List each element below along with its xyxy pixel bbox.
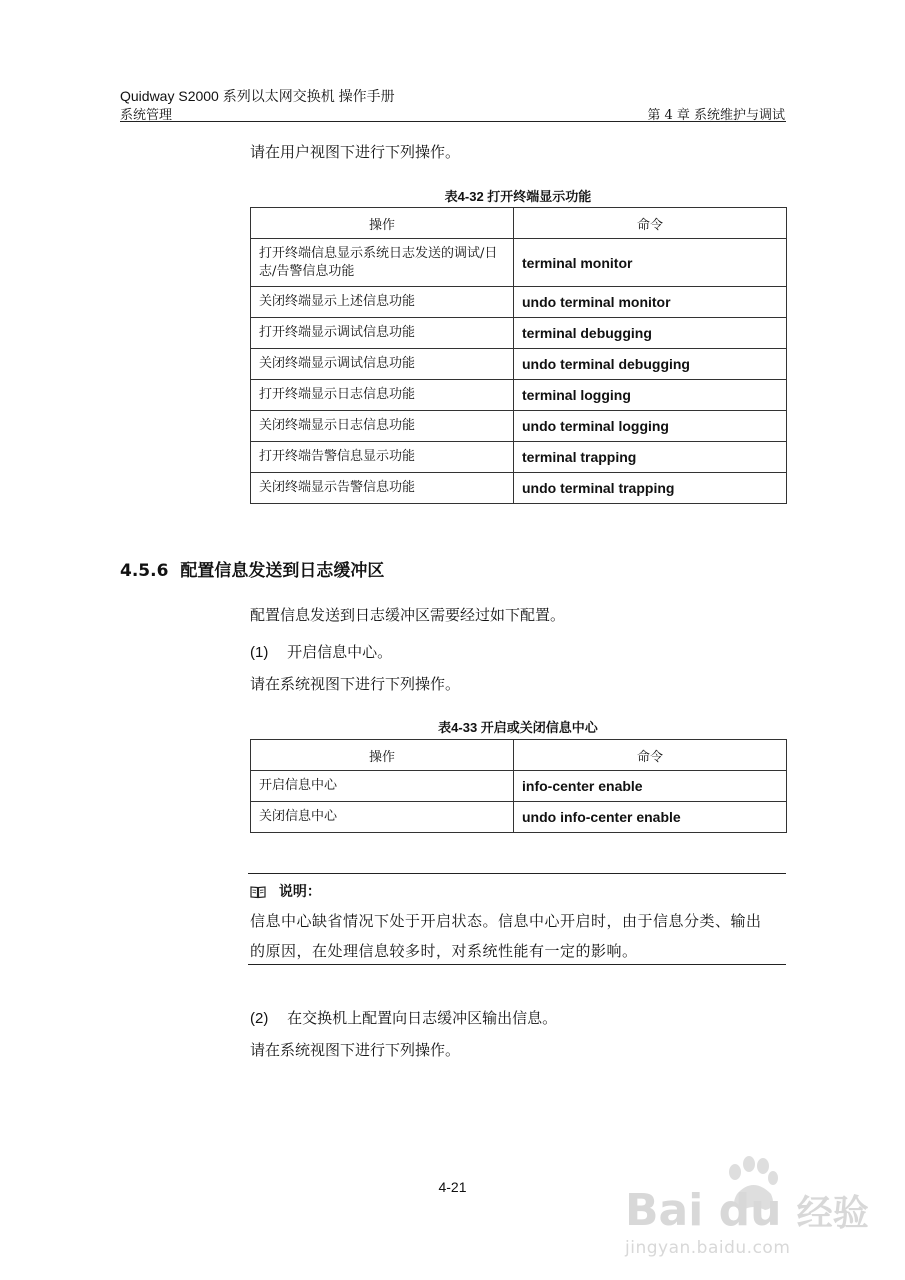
table-row	[251, 380, 787, 411]
operation-cell: 关闭终端显示告警信息功能	[251, 473, 514, 504]
baidu-watermark	[625, 1150, 869, 1260]
command-cell: terminal logging	[514, 380, 787, 411]
command-cell: undo terminal trapping	[514, 473, 787, 504]
operation-cell: 关闭信息中心	[251, 802, 514, 833]
table-1	[250, 207, 787, 504]
step-1	[250, 641, 392, 662]
table-2-caption: 表4-33 开启或关闭信息中心	[438, 720, 598, 735]
book-icon	[250, 885, 266, 903]
command-cell: terminal monitor	[514, 239, 787, 287]
watermark-brand: Bai du	[625, 1185, 782, 1236]
command-cell: undo info-center enable	[514, 802, 787, 833]
table-row	[251, 771, 787, 802]
table-header-row	[251, 208, 787, 239]
step-1-text: 开启信息中心。	[287, 643, 393, 661]
section-heading	[120, 556, 384, 581]
step-1-number: (1)	[250, 644, 269, 661]
column-header-operation: 操作	[251, 740, 514, 771]
command-cell: terminal debugging	[514, 318, 787, 349]
table-row	[251, 473, 787, 504]
note-line-1: 信息中心缺省情况下处于开启状态。信息中心开启时，由于信息分类、输出	[250, 912, 762, 930]
column-header-command: 命令	[514, 208, 787, 239]
column-header-operation: 操作	[251, 208, 514, 239]
table-row	[251, 287, 787, 318]
command-cell: terminal trapping	[514, 442, 787, 473]
operation-cell: 开启信息中心	[251, 771, 514, 802]
table-row	[251, 318, 787, 349]
intro-paragraph-1: 请在用户视图下进行下列操作。	[250, 143, 461, 161]
header-divider	[120, 121, 786, 122]
note-top-rule	[248, 873, 786, 874]
operation-cell: 打开终端告警信息显示功能	[251, 442, 514, 473]
step-2-text: 在交换机上配置向日志缓冲区输出信息。	[287, 1009, 558, 1027]
section-intro: 配置信息发送到日志缓冲区需要经过如下配置。	[250, 606, 566, 624]
note-body	[250, 906, 788, 966]
command-cell: undo terminal debugging	[514, 349, 787, 380]
table-2	[250, 739, 787, 833]
command-cell: undo terminal monitor	[514, 287, 787, 318]
watermark-cn: 经验	[796, 1193, 869, 1234]
table-row	[251, 349, 787, 380]
table-header-row	[251, 740, 787, 771]
table-row	[251, 802, 787, 833]
watermark-url: jingyan.baidu.com	[625, 1238, 791, 1258]
table-row	[251, 442, 787, 473]
table-row	[251, 239, 787, 287]
note-title: 说明：	[278, 884, 321, 900]
chapter-name: 第 4 章 系统维护与调试	[647, 108, 785, 123]
operation-cell: 打开终端信息显示系统日志发送的调试/日志/告警信息功能	[251, 239, 514, 287]
operation-cell: 关闭终端显示上述信息功能	[251, 287, 514, 318]
note-bottom-rule	[248, 964, 786, 965]
table-1-caption: 表4-32 打开终端显示功能	[444, 189, 592, 204]
step-2-number: (2)	[250, 1010, 269, 1027]
column-header-command: 命令	[514, 740, 787, 771]
intro-paragraph-2: 请在系统视图下进行下列操作。	[250, 675, 461, 693]
table-row	[251, 411, 787, 442]
manual-title: Quidway S2000 系列以太网交换机 操作手册	[120, 88, 395, 104]
page-number: 4-21	[438, 1179, 467, 1195]
intro-paragraph-3: 请在系统视图下进行下列操作。	[250, 1041, 461, 1059]
operation-cell: 打开终端显示日志信息功能	[251, 380, 514, 411]
operation-cell: 关闭终端显示日志信息功能	[251, 411, 514, 442]
operation-cell: 打开终端显示调试信息功能	[251, 318, 514, 349]
section-number: 4.5.6	[120, 561, 169, 581]
command-cell: undo terminal logging	[514, 411, 787, 442]
operation-cell: 关闭终端显示调试信息功能	[251, 349, 514, 380]
step-2	[250, 1007, 557, 1028]
note-heading	[250, 881, 321, 903]
section-name: 系统管理	[120, 108, 173, 123]
command-cell: info-center enable	[514, 771, 787, 802]
section-title: 配置信息发送到日志缓冲区	[180, 561, 385, 581]
note-line-2: 的原因，在处理信息较多时，对系统性能有一定的影响。	[250, 942, 638, 960]
